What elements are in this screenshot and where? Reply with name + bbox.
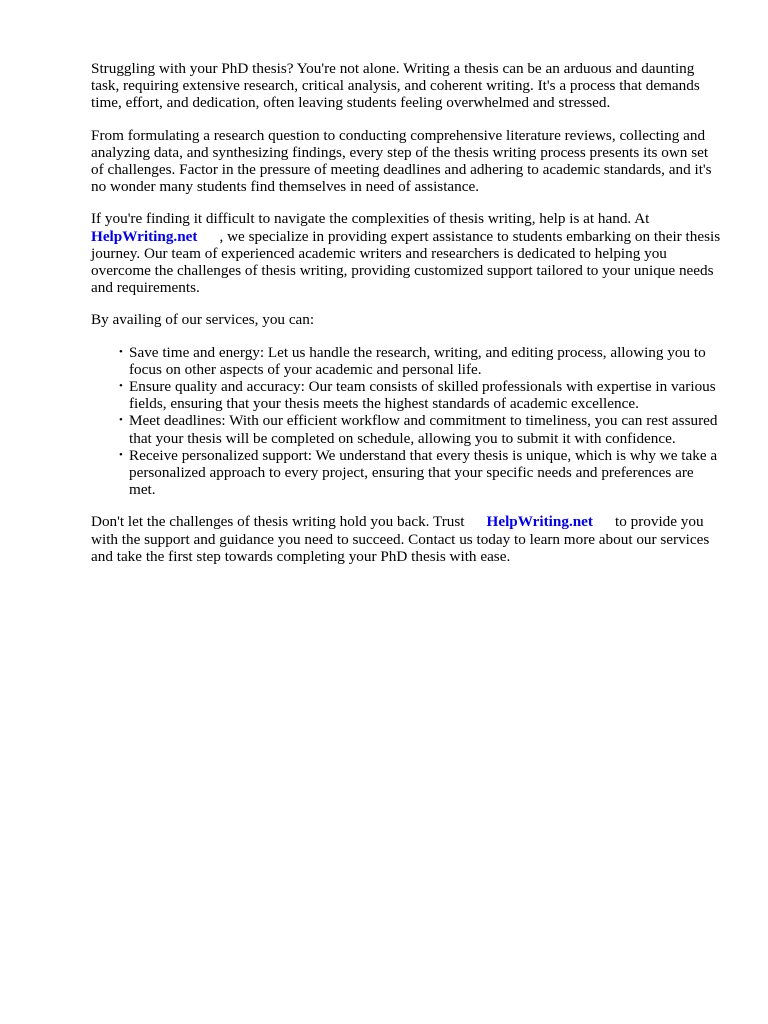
- list-item: [91, 412, 723, 446]
- list-item: [91, 378, 723, 412]
- list-item: [91, 344, 723, 378]
- list-item-text: Ensure quality and accuracy: Our team consists of skilled professionals with expertise in various fields, ensuring that your thesis meets the highest standards of academic excellence.: [129, 378, 716, 413]
- services-list: [91, 344, 723, 499]
- bullet-icon: •: [119, 448, 123, 461]
- bullet-icon: •: [119, 345, 123, 358]
- list-item-text: Save time and energy: Let us handle the research, writing, and editing process, allowing you to focus on other aspects of your academic and personal life.: [129, 343, 706, 378]
- paragraph-services-intro: By availing of our services, you can:: [91, 311, 315, 329]
- helpwriting-link-closing[interactable]: HelpWriting.net: [486, 513, 593, 531]
- list-item-text: Receive personalized support: We understand that every thesis is unique, which is why we take a personalized approach to every project, ensuring that your specific needs and preferences are met.: [129, 446, 718, 499]
- paragraph-closing: [91, 513, 723, 565]
- document-page: [91, 60, 723, 580]
- paragraph-help-rest: , we specialize in providing expert assistance to students embarking on their thesis journey. Our team of experienced academic writers and researchers is dedicated to helping you overcome the challenges of thesis writing, providing customized support tailored to your unique needs and requirements.: [91, 227, 721, 297]
- paragraph-closing-lead: Don't let the challenges of thesis writing hold you back. Trust: [91, 513, 465, 531]
- paragraph-closing-rest: to provide you with the support and guidance you need to succeed. Contact us today to learn more about our services and take the first step towards completing your PhD thesis with ease.: [91, 513, 710, 565]
- paragraph-help: [91, 210, 723, 296]
- paragraph-intro: Struggling with your PhD thesis? You're not alone. Writing a thesis can be an arduous and daunting task, requiring extensive research, critical analysis, and coherent writing. It's a process that demands time, effort, and dedication, often leaving students feeling overwhelmed and stressed.: [91, 60, 700, 112]
- paragraph-challenges: From formulating a research question to conducting comprehensive literature reviews, collecting and analyzing data, and synthesizing findings, every step of the thesis writing process presents its own set of challenges. Factor in the pressure of meeting deadlines and adhering to academic standards, and it's no wonder many students find themselves in need of assistance.: [91, 126, 712, 196]
- bullet-icon: •: [119, 380, 123, 393]
- list-item: [91, 447, 723, 499]
- helpwriting-link[interactable]: HelpWriting.net: [91, 227, 198, 245]
- bullet-icon: •: [119, 414, 123, 427]
- list-item-text: Meet deadlines: With our efficient workflow and commitment to timeliness, you can rest assured that your thesis will be completed on schedule, allowing you to submit it with confidence.: [129, 412, 718, 447]
- paragraph-help-lead: If you're finding it difficult to navigate the complexities of thesis writing, help is at hand. At: [91, 210, 650, 228]
